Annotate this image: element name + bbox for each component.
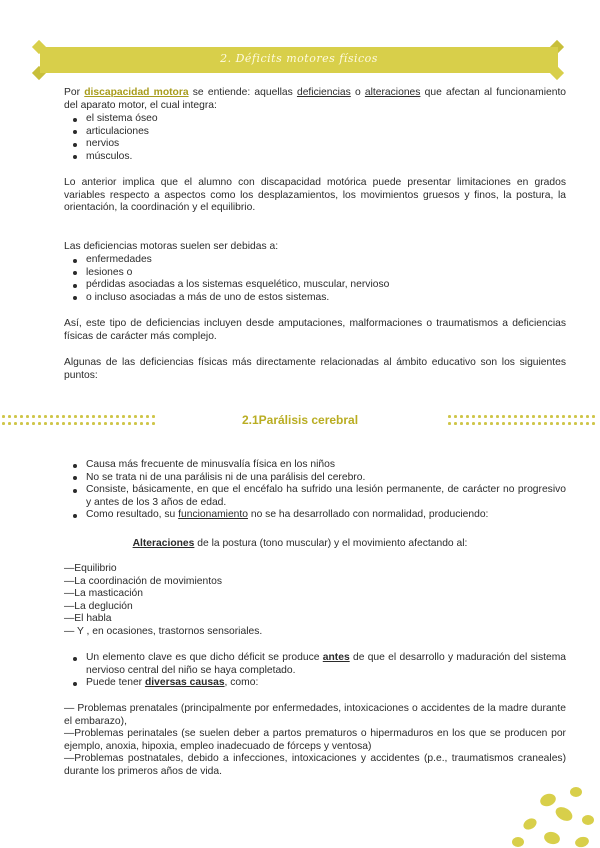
list-item: enfermedades xyxy=(86,254,389,267)
decorative-dot xyxy=(568,422,571,425)
alterations-text: de la postura (tono muscular) y el movimiento afectando al: xyxy=(194,538,468,549)
dash-item: —La coordinación de movimientos xyxy=(64,575,222,587)
decorative-dot xyxy=(574,422,577,425)
decorative-dot xyxy=(460,422,463,425)
decorative-dots-right xyxy=(446,415,600,429)
decorative-dot xyxy=(484,415,487,418)
decorative-dot xyxy=(568,415,571,418)
dash-item: —La masticación xyxy=(64,588,143,600)
decorative-dot xyxy=(484,422,487,425)
decorative-dot xyxy=(472,422,475,425)
decorative-dot xyxy=(562,422,565,425)
decorative-dot xyxy=(586,415,589,418)
intro-term: discapacidad motora xyxy=(84,87,189,98)
bullet-text: Puede tener xyxy=(86,677,145,689)
list-item: nervios xyxy=(86,138,158,151)
decorative-dot xyxy=(448,415,451,418)
dash-item: —La deglución xyxy=(64,600,133,612)
list-item: lesiones o xyxy=(86,267,389,280)
decorative-dot xyxy=(574,415,577,418)
bullet-text: , como: xyxy=(224,677,259,689)
dash-item: — Y , en ocasiones, trastornos sensoriales. xyxy=(64,625,263,637)
list-item: músculos. xyxy=(86,151,158,164)
intro-text-1: Por xyxy=(64,87,85,98)
decorative-dot xyxy=(562,415,565,418)
decorative-leaves-icon xyxy=(500,780,600,848)
bullet-antes: antes xyxy=(322,652,350,663)
section-title: 2.1Parálisis cerebral xyxy=(241,413,359,427)
decorative-dot xyxy=(586,422,589,425)
decorative-dot xyxy=(532,422,535,425)
alterations-line xyxy=(0,538,600,551)
decorative-dot xyxy=(508,422,511,425)
decorative-dot xyxy=(502,415,505,418)
bullet-text: Un elemento clave es que dicho déficit se produce xyxy=(86,652,323,663)
decorative-dot xyxy=(514,415,517,418)
decorative-dot xyxy=(538,422,541,425)
intro-deficiencias: deficiencias xyxy=(296,87,351,98)
list-item: articulaciones xyxy=(86,126,158,139)
causes-details xyxy=(64,703,566,779)
amputations-paragraph: Así, este tipo de deficiencias incluyen desde amputaciones, malformaciones o traumatismos a deficiencias físicas de carácter más complejo. xyxy=(64,318,566,342)
cause-item: —Problemas postnatales, debido a infecciones, intoxicaciones y accidentes (p.e., traumatismos craneales) durante los primeros años de vida. xyxy=(64,753,566,777)
decorative-dot xyxy=(550,415,553,418)
dash-item: —El habla xyxy=(64,613,112,625)
educational-paragraph: Algunas de las deficiencias físicas más directamente relacionadas al ámbito educativo son los siguientes puntos: xyxy=(64,357,566,381)
key-element-bullets xyxy=(64,652,566,690)
list-item xyxy=(86,652,566,677)
decorative-dot xyxy=(556,415,559,418)
decorative-dot xyxy=(502,422,505,425)
decorative-dot xyxy=(508,415,511,418)
decorative-dot xyxy=(478,422,481,425)
decorative-dot xyxy=(580,422,583,425)
decorative-dot xyxy=(556,422,559,425)
cause-item: —Problemas perinatales (se suelen deber a partos prematuros o hipermaduros en los que se producen por ejemplo, anoxia, hipoxia, empleo inadecuado de fórceps y ventosa) xyxy=(64,728,566,752)
bullet-text: Como resultado, su xyxy=(86,509,179,521)
cause-item: — Problemas prenatales (principalmente por enfermedades, intoxicaciones o accidentes de la madre durante el embarazo), xyxy=(64,703,566,727)
chapter-banner xyxy=(40,47,558,73)
bullet-text: de que el desarrollo y maduración del sistema nervioso central del niño se haya completado. xyxy=(86,652,566,676)
decorative-dot xyxy=(592,422,595,425)
dash-item: —Equilibrio xyxy=(64,563,117,574)
decorative-dot xyxy=(466,422,469,425)
decorative-dot xyxy=(532,415,535,418)
decorative-dot xyxy=(466,415,469,418)
decorative-dot xyxy=(454,415,457,418)
decorative-dot xyxy=(526,422,529,425)
motor-system-list xyxy=(64,113,158,163)
decorative-dot xyxy=(490,415,493,418)
decorative-dot xyxy=(544,415,547,418)
intro-text-3: o xyxy=(350,87,365,98)
decorative-dot xyxy=(460,415,463,418)
list-item: Causa más frecuente de minusvalía física en los niños xyxy=(86,459,566,472)
list-item: Consiste, básicamente, en que el encéfalo ha sufrido una lesión permanente, de carácter no progresivo y antes de los 3 años de edad. xyxy=(86,484,566,508)
paralysis-bullets xyxy=(64,459,566,522)
limitations-paragraph: Lo anterior implica que el alumno con discapacidad motórica puede presentar limitaciones en grados variables respecto a aspectos como los desplazamientos, los movimientos gruesos y finos, la postura, la orientación, la coordinación y el equilibrio. xyxy=(64,177,566,214)
causes-list xyxy=(64,254,389,304)
list-item: o incluso asociadas a más de uno de estos sistemas. xyxy=(86,292,389,305)
decorative-dot xyxy=(526,415,529,418)
decorative-dot xyxy=(496,415,499,418)
intro-text-4: que afectan al funcionamiento del aparato motor, el cual integra: xyxy=(64,87,567,111)
alterations-term: Alteraciones xyxy=(132,538,195,549)
list-item xyxy=(86,677,566,690)
decorative-dot xyxy=(550,422,553,425)
decorative-dot xyxy=(520,422,523,425)
decorative-dot xyxy=(454,422,457,425)
intro-text-2: se entiende: aquellas xyxy=(188,87,297,98)
decorative-dot xyxy=(448,422,451,425)
decorative-dot xyxy=(490,422,493,425)
list-item: el sistema óseo xyxy=(86,113,158,124)
intro-paragraph xyxy=(64,87,566,112)
decorative-dot xyxy=(580,415,583,418)
decorative-dot xyxy=(478,415,481,418)
bullet-text: no se ha desarrollado con normalidad, produciendo: xyxy=(248,509,489,521)
chapter-title: 2. Déficits motores físicos xyxy=(220,52,378,65)
decorative-dot xyxy=(472,415,475,418)
list-item: pérdidas asociadas a los sistemas esquelético, muscular, nervioso xyxy=(86,279,390,291)
decorative-dot xyxy=(544,422,547,425)
list-item xyxy=(86,509,566,522)
decorative-dot xyxy=(520,415,523,418)
bullet-funcionamiento: funcionamiento xyxy=(178,509,248,521)
decorative-dot xyxy=(514,422,517,425)
affected-functions-list xyxy=(64,563,566,639)
causes-lead: Las deficiencias motoras suelen ser debidas a: xyxy=(64,241,279,252)
decorative-dot xyxy=(592,415,595,418)
bullet-diversas-causas: diversas causas xyxy=(144,677,225,689)
list-item: No se trata ni de una parálisis ni de una parálisis del cerebro. xyxy=(86,472,566,485)
intro-alteraciones: alteraciones xyxy=(364,87,421,98)
decorative-dot xyxy=(496,422,499,425)
decorative-dot xyxy=(538,415,541,418)
